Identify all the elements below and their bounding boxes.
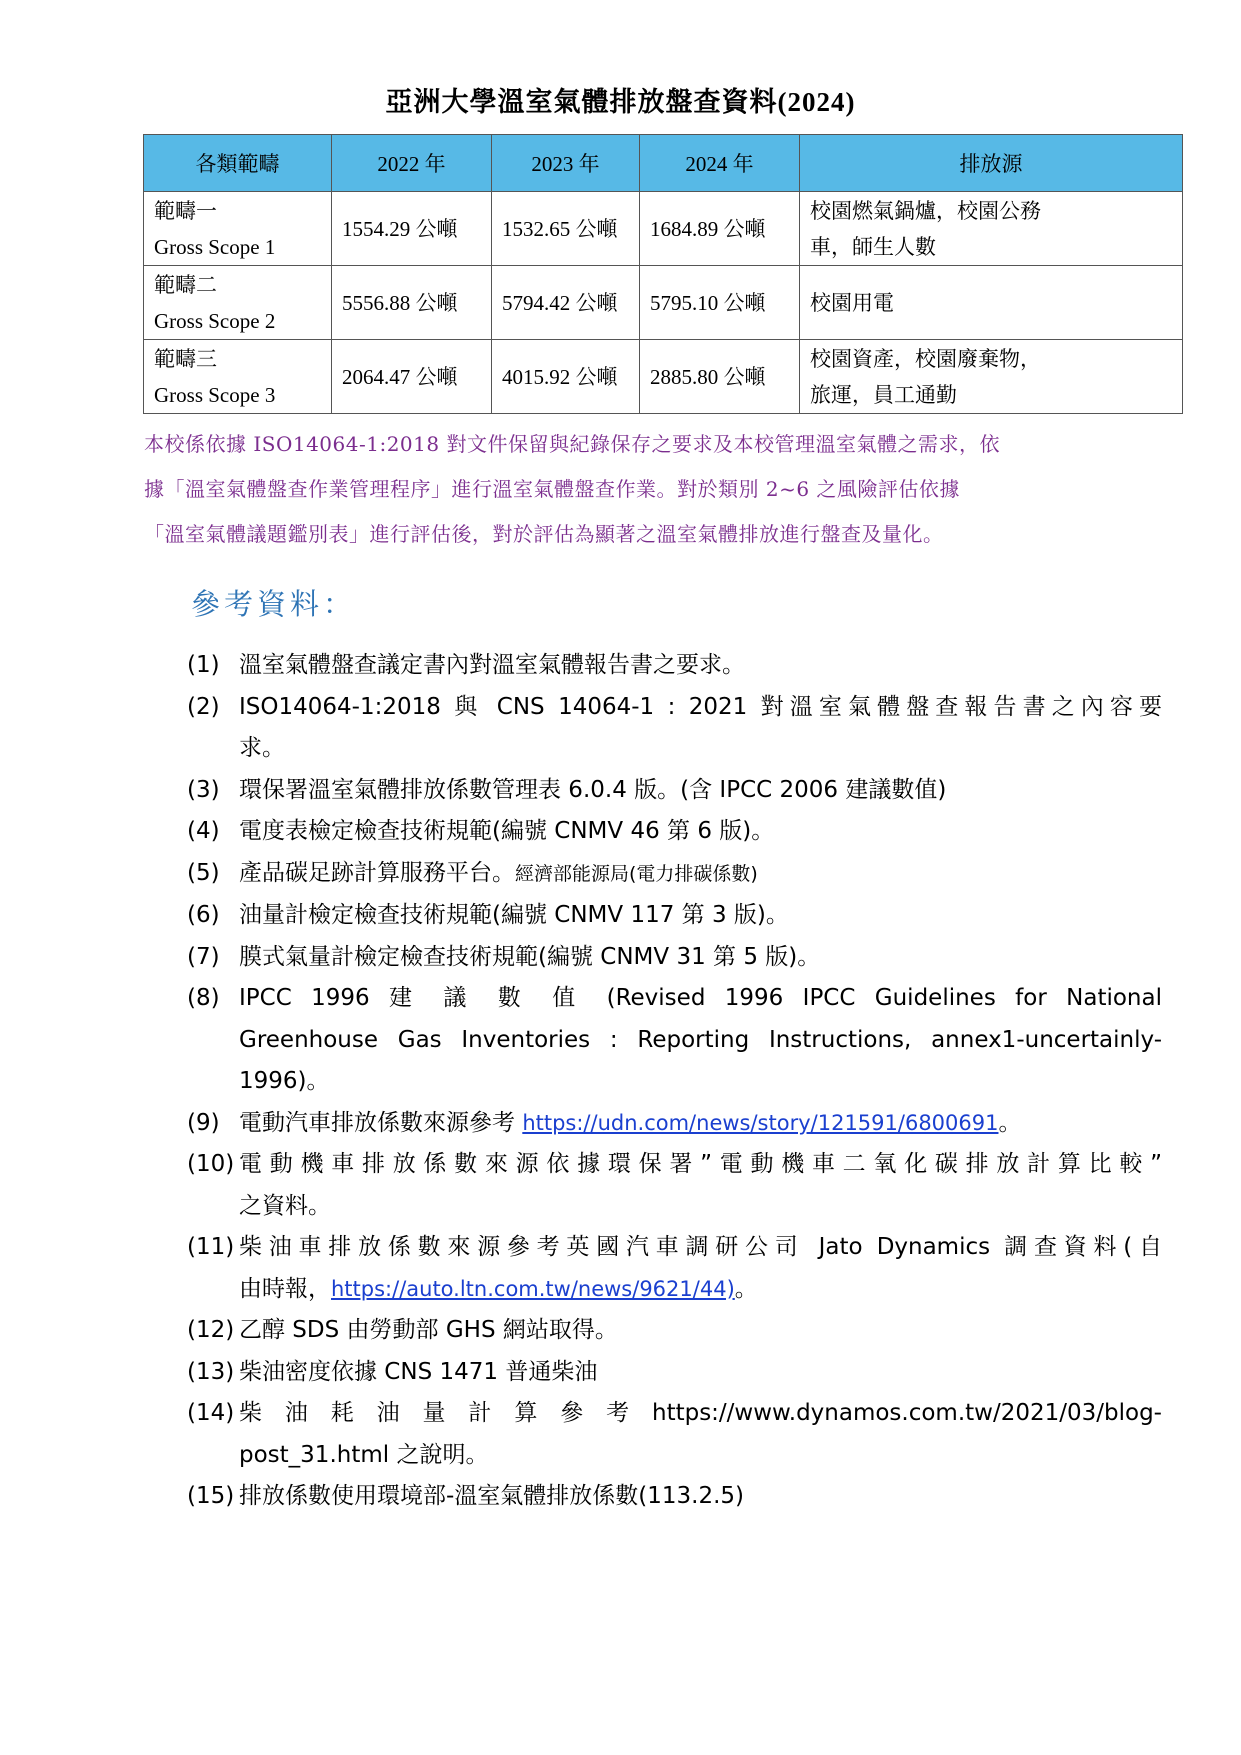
emissions-table <box>143 134 1183 414</box>
value-2022: 1554.29 公噸 <box>332 192 492 266</box>
scope-zh: 範疇三 <box>154 346 217 371</box>
page-title: 亞洲大學溫室氣體排放盤查資料(2024) <box>385 87 856 117</box>
list-item <box>187 1103 1162 1145</box>
col-header-source: 排放源 <box>800 135 1183 192</box>
source-cell <box>800 192 1183 266</box>
value-2024: 2885.80 公噸 <box>640 340 800 414</box>
note-line: 本校係依據 ISO14064-1:2018 對文件保留與紀錄保存之要求及本校管理溫室氣體之需求，依 <box>144 432 1000 456</box>
ref-line <box>239 1269 1162 1311</box>
ref-text: Greenhouse Gas Inventories : Reporting Instructions, annex1-uncertainly- <box>239 1026 1162 1053</box>
ref-number: (10) <box>187 1151 235 1177</box>
ltn-link[interactable]: https://auto.ltn.com.tw/news/9621/44) <box>331 1276 735 1301</box>
list-item <box>187 895 1162 937</box>
value-2023: 4015.92 公噸 <box>492 340 640 414</box>
scope-cell <box>144 192 332 266</box>
scope-zh: 範疇二 <box>154 272 217 297</box>
ref-number: (14) <box>187 1400 235 1426</box>
ref-number: (15) <box>187 1483 235 1509</box>
ref-number: (3) <box>187 776 220 803</box>
ref-text: 。 <box>734 1275 758 1302</box>
ref-body <box>239 1393 1162 1476</box>
ref-text: IPCC 1996 建 議 數 值 (Revised 1996 IPCC Guidelines for National <box>239 985 1162 1011</box>
ref-number: (7) <box>187 943 220 970</box>
ref-text: 產品碳足跡計算服務平台。 <box>239 859 515 886</box>
references-list <box>187 645 1162 1518</box>
udn-link[interactable]: https://udn.com/news/story/121591/6800691 <box>522 1110 999 1135</box>
list-item <box>187 1393 1162 1476</box>
table-row <box>144 266 1183 340</box>
list-item <box>187 1227 1162 1310</box>
list-item <box>187 1144 1162 1227</box>
list-item <box>187 853 1162 896</box>
ref-text: 柴 油 耗 油 量 計 算 參 考 https://www.dynamos.com.tw/2021/03/blog- <box>239 1400 1162 1426</box>
ref-body <box>239 1227 1162 1310</box>
ref-number: (6) <box>187 902 220 928</box>
source-line: 校園資產，校園廢棄物， <box>810 346 1041 371</box>
ref-text: post_31.html 之說明。 <box>239 1441 489 1468</box>
ref-body <box>239 853 1162 896</box>
col-header-2022: 2022 年 <box>332 135 492 192</box>
ref-body <box>239 1103 1162 1145</box>
ref-text: 油量計檢定檢查技術規範(編號 CNMV 117 第 3 版)。 <box>239 902 789 928</box>
source-cell <box>800 340 1183 414</box>
col-header-2023: 2023 年 <box>492 135 640 192</box>
col-header-2024: 2024 年 <box>640 135 800 192</box>
ref-number: (11) <box>187 1234 235 1260</box>
references-heading: 參考資料： <box>191 587 357 621</box>
scope-zh: 範疇一 <box>154 198 217 223</box>
ref-number: (2) <box>187 693 220 720</box>
list-item <box>187 1310 1162 1352</box>
value-2023: 1532.65 公噸 <box>492 192 640 266</box>
source-line: 車，師生人數 <box>810 234 936 259</box>
source-line: 校園燃氣鍋爐，校園公務 <box>810 198 1041 223</box>
scope-en: Gross Scope 3 <box>154 382 276 407</box>
value-2023: 5794.42 公噸 <box>492 266 640 340</box>
source-line: 校園用電 <box>810 290 894 315</box>
ref-text: 乙醇 SDS 由勞動部 GHS 網站取得。 <box>239 1317 618 1343</box>
list-item <box>187 811 1162 853</box>
scope-cell <box>144 266 332 340</box>
ref-body <box>239 687 1162 770</box>
ref-number: (13) <box>187 1358 235 1385</box>
ref-text: 1996)。 <box>239 1068 330 1094</box>
methodology-note <box>144 422 1144 557</box>
list-item <box>187 937 1162 979</box>
scope-en: Gross Scope 1 <box>154 234 276 259</box>
table-row <box>144 340 1183 414</box>
list-item <box>187 1352 1162 1394</box>
source-line: 旅運，員工通勤 <box>810 382 957 407</box>
ref-text: 柴油車排放係數來源參考英國汽車調研公司 Jato Dynamics 調查資料(自 <box>239 1234 1162 1260</box>
table-row <box>144 192 1183 266</box>
note-line: 據「溫室氣體盤查作業管理程序」進行溫室氣體盤查作業。對於類別 2~6 之風險評估依據 <box>144 477 960 501</box>
ref-text: 環保署溫室氣體排放係數管理表 6.0.4 版。(含 IPCC 2006 建議數值) <box>239 776 947 803</box>
list-item <box>187 770 1162 812</box>
value-2024: 1684.89 公噸 <box>640 192 800 266</box>
list-item <box>187 1476 1162 1518</box>
ref-text: 溫室氣體盤查議定書內對溫室氣體報告書之要求。 <box>239 652 745 678</box>
value-2022: 5556.88 公噸 <box>332 266 492 340</box>
ref-number: (5) <box>187 859 220 886</box>
table-header-row <box>144 135 1183 192</box>
ref-number: (9) <box>187 1109 220 1136</box>
ref-number: (4) <box>187 818 220 844</box>
ref-text: 。 <box>998 1109 1022 1136</box>
ref-text: 排放係數使用環境部-溫室氣體排放係數(113.2.5) <box>239 1483 745 1509</box>
ref-text: 電動機車排放係數來源依據環保署”電動機車二氧化碳排放計算比較” <box>239 1151 1162 1177</box>
list-item <box>187 687 1162 770</box>
value-2022: 2064.47 公噸 <box>332 340 492 414</box>
ref-text: 柴油密度依據 CNS 1471 普通柴油 <box>239 1358 598 1385</box>
ref-number: (8) <box>187 985 220 1011</box>
source-cell <box>800 266 1183 340</box>
ref-body <box>239 978 1162 1103</box>
ref-text: 之資料。 <box>239 1192 331 1219</box>
ref-number: (1) <box>187 652 220 678</box>
scope-en: Gross Scope 2 <box>154 308 276 333</box>
col-header-scope: 各類範疇 <box>144 135 332 192</box>
note-line: 「溫室氣體議題鑑別表」進行評估後，對於評估為顯著之溫室氣體排放進行盤查及量化。 <box>144 522 944 546</box>
ref-number: (12) <box>187 1317 235 1343</box>
ref-text: 膜式氣量計檢定檢查技術規範(編號 CNMV 31 第 5 版)。 <box>239 943 821 970</box>
value-2024: 5795.10 公噸 <box>640 266 800 340</box>
ref-text: 電動汽車排放係數來源參考 <box>239 1109 523 1136</box>
ref-text: 電度表檢定檢查技術規範(編號 CNMV 46 第 6 版)。 <box>239 818 775 844</box>
list-item <box>187 978 1162 1103</box>
ref-text: 求。 <box>239 735 285 761</box>
ref-note: 經濟部能源局(電力排碳係數) <box>515 862 758 885</box>
ref-text: 由時報， <box>239 1275 331 1302</box>
ref-text: ISO14064-1:2018 與 CNS 14064-1 : 2021 對溫室氣體盤查報告書之內容要 <box>239 693 1162 720</box>
scope-cell <box>144 340 332 414</box>
list-item <box>187 645 1162 687</box>
ref-body <box>239 1144 1162 1227</box>
